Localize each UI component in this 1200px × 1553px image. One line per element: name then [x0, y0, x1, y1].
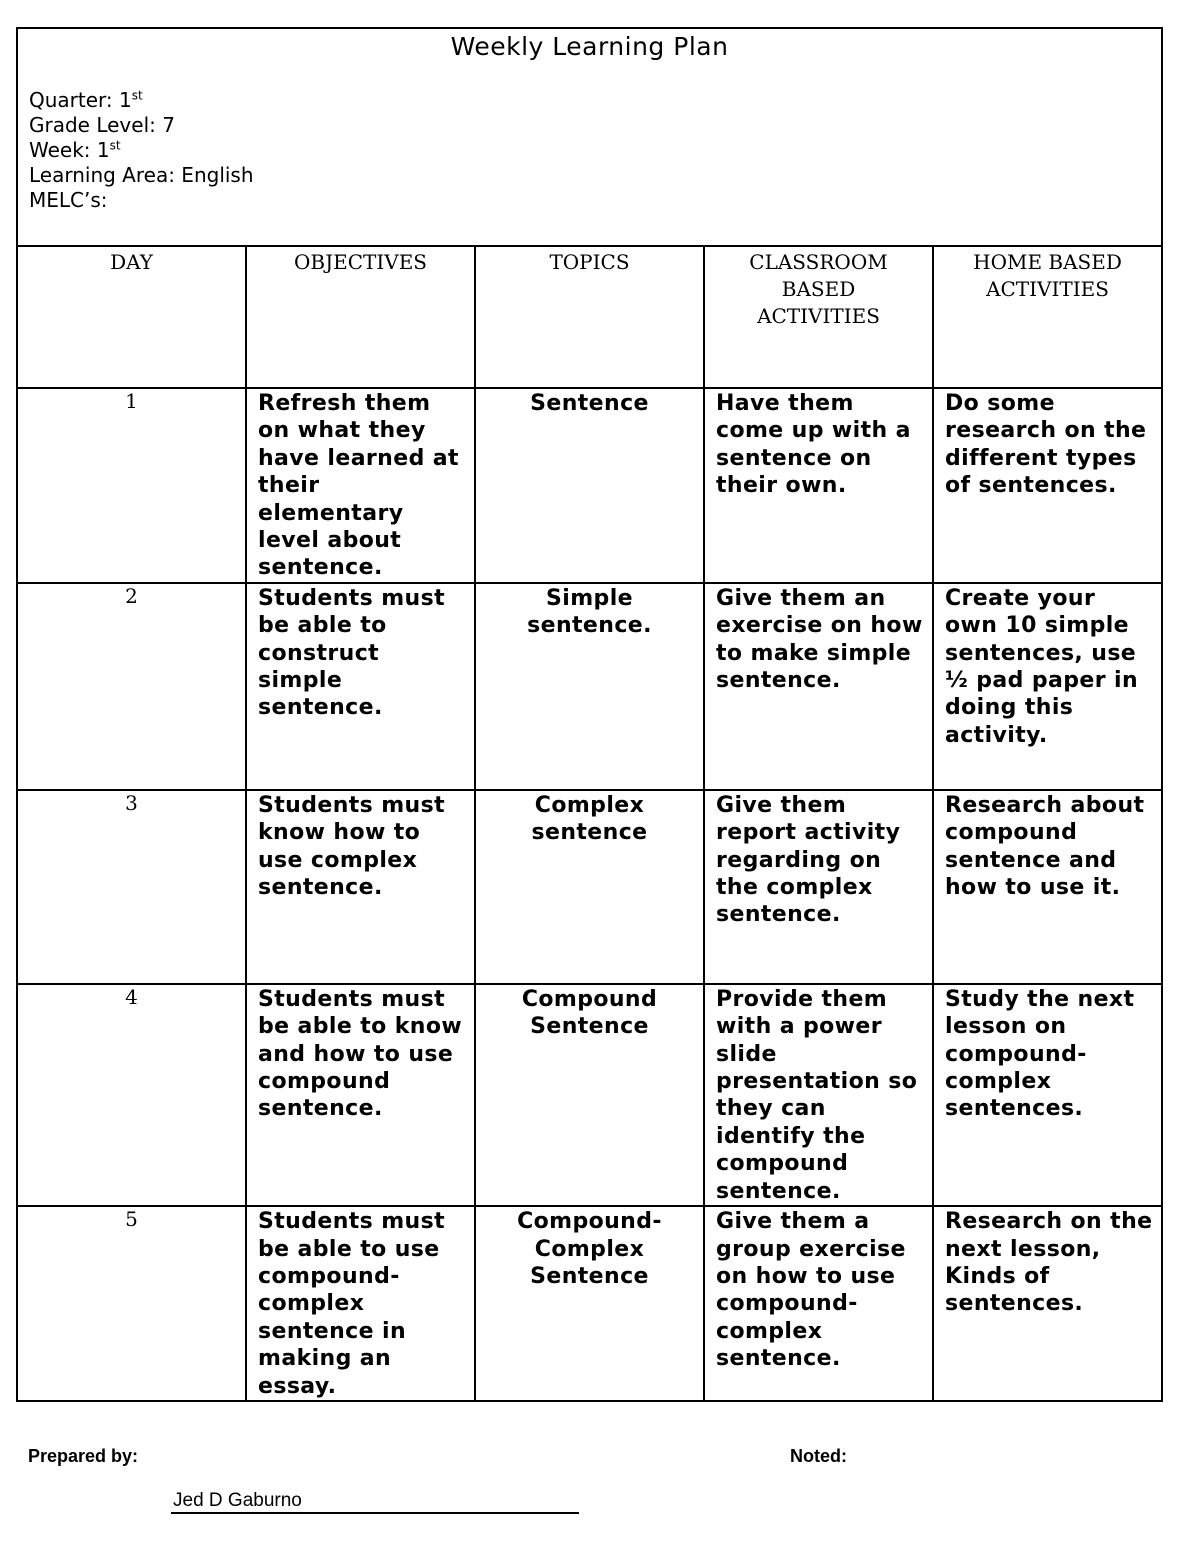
classroom-activity-cell: Give them report activity regarding on the complex sentence.	[704, 790, 933, 984]
classroom-activity-cell: Give them a group exercise on how to use compound-complex sentence.	[704, 1206, 933, 1401]
grade-level-line: Grade Level: 7	[29, 113, 175, 137]
home-activity-cell: Create your own 10 simple sentences, use ½ pad paper in doing this activity.	[933, 583, 1162, 790]
classroom-activity-cell: Provide them with a power slide presentation so they can identify the compound sentence.	[704, 984, 933, 1206]
column-header-classroom: CLASSROOM BASED ACTIVITIES	[704, 246, 933, 388]
column-header-row	[17, 246, 1162, 388]
melcs-line: MELC’s:	[29, 188, 108, 212]
noted-label: Noted:	[790, 1446, 847, 1466]
prepared-by-label: Prepared by:	[28, 1446, 139, 1466]
preparer-name: Jed D Gaburno	[171, 1489, 579, 1514]
day-cell: 2	[17, 583, 246, 790]
classroom-activity-cell: Have them come up with a sentence on their own.	[704, 388, 933, 583]
table-row	[17, 388, 1162, 583]
day-cell: 3	[17, 790, 246, 984]
classroom-activity-cell: Give them an exercise on how to make simple sentence.	[704, 583, 933, 790]
topic-cell: Sentence	[475, 388, 704, 583]
table-row	[17, 790, 1162, 984]
column-header-topics: TOPICS	[475, 246, 704, 388]
objective-cell: Students must know how to use complex sentence.	[246, 790, 475, 984]
home-activity-cell: Research about compound sentence and how to use it.	[933, 790, 1162, 984]
plan-header	[17, 28, 1162, 246]
column-header-home: HOME BASED ACTIVITIES	[933, 246, 1162, 388]
column-header-day: DAY	[17, 246, 246, 388]
week-line: Week: 1st	[29, 138, 121, 162]
table-row	[17, 583, 1162, 790]
table-row	[17, 1206, 1162, 1401]
objective-cell: Students must be able to know and how to use compound sentence.	[246, 984, 475, 1206]
objective-cell: Refresh them on what they have learned at their elementary level about sentence.	[246, 388, 475, 583]
home-activity-cell: Research on the next lesson, Kinds of sentences.	[933, 1206, 1162, 1401]
topic-cell: Compound Sentence	[475, 984, 704, 1206]
table-row	[17, 984, 1162, 1206]
objective-cell: Students must be able to use compound-complex sentence in making an essay.	[246, 1206, 475, 1401]
home-activity-cell: Study the next lesson on compound-complex sentences.	[933, 984, 1162, 1206]
topic-cell: Simple sentence.	[475, 583, 704, 790]
page-title: Weekly Learning Plan	[450, 32, 729, 61]
weekly-learning-plan-table	[16, 27, 1163, 1402]
home-activity-cell: Do some research on the different types of sentences.	[933, 388, 1162, 583]
day-cell: 1	[17, 388, 246, 583]
plan-meta	[29, 88, 1161, 213]
day-cell: 5	[17, 1206, 246, 1401]
topic-cell: Compound-Complex Sentence	[475, 1206, 704, 1401]
column-header-objectives: OBJECTIVES	[246, 246, 475, 388]
objective-cell: Students must be able to construct simple sentence.	[246, 583, 475, 790]
quarter-line: Quarter: 1st	[29, 88, 143, 112]
day-cell: 4	[17, 984, 246, 1206]
learning-area-line: Learning Area: English	[29, 163, 254, 187]
topic-cell: Complex sentence	[475, 790, 704, 984]
